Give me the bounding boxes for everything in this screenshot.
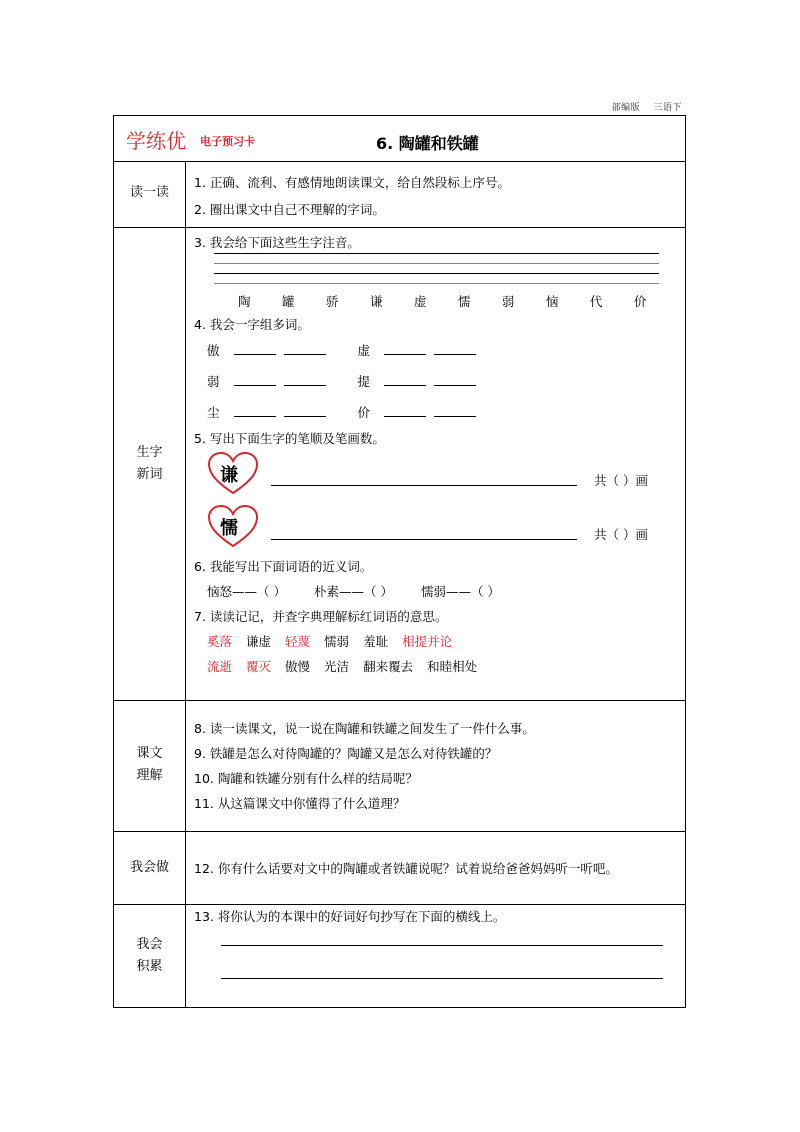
section-label-do: 我会做: [129, 860, 169, 875]
vocab-char: 弱: [501, 294, 515, 309]
question-7: 7. 读读记记，并查字典理解标红词语的意思。: [194, 609, 448, 624]
answer-blank[interactable]: [384, 373, 426, 386]
vocab-char: 懦: [457, 294, 471, 309]
writing-line[interactable]: [221, 945, 663, 946]
word-group-row: [207, 403, 476, 421]
heart-icon: [207, 504, 259, 548]
edition-label: 部编版: [611, 103, 641, 113]
answer-blank[interactable]: [434, 373, 476, 386]
lesson-title: 6. 陶罐和铁罐: [376, 134, 479, 153]
vocab-word: 羞耻: [363, 634, 389, 649]
task-item: 11. 从这篇课文中你懂得了什么道理？: [194, 796, 406, 811]
answer-blank[interactable]: [234, 342, 276, 355]
group-char: 弱: [207, 374, 220, 389]
synonym-item: 懦弱——（ ）: [420, 584, 500, 599]
pinyin-char-row: [238, 292, 674, 310]
group-char: 尘: [207, 405, 220, 420]
synonym-item: 朴素——（ ）: [313, 584, 393, 599]
grade-label: 三语下: [653, 103, 682, 113]
stroke-char: 懦: [220, 518, 238, 539]
preview-card-table: [113, 115, 686, 1008]
question-5: 5. 写出下面生字的笔顺及笔画数。: [194, 431, 385, 446]
divider: [114, 700, 685, 701]
vocab-word: 光洁: [324, 659, 350, 674]
answer-blank[interactable]: [284, 373, 326, 386]
stroke-count: 共（ ）画: [594, 473, 648, 488]
group-char: 傲: [207, 343, 220, 358]
section-label-comprehension: [114, 743, 185, 787]
section-label-accumulate: [114, 934, 185, 978]
column-divider: [185, 161, 186, 1007]
label-line: 新词: [136, 467, 163, 482]
highlighted-word: 覆灭: [246, 659, 272, 674]
stroke-char: 谦: [220, 465, 238, 486]
group-char: 价: [357, 405, 371, 420]
highlighted-word: 流逝: [207, 659, 233, 674]
highlighted-word: 轻蔑: [285, 634, 311, 649]
vocab-word: 谦虚: [246, 634, 272, 649]
word-group-row: [207, 341, 476, 359]
vocab-char: 虚: [413, 294, 427, 309]
group-char: 提: [357, 374, 371, 389]
word-list-row: [207, 632, 466, 650]
label-line: 我会: [136, 937, 163, 952]
label-line: 积累: [136, 959, 163, 974]
answer-blank[interactable]: [234, 404, 276, 417]
pinyin-line[interactable]: [214, 253, 659, 254]
title-row: [114, 116, 685, 161]
writing-line[interactable]: [221, 978, 663, 979]
brand-subtitle: 电子预习卡: [200, 135, 255, 148]
answer-blank[interactable]: [434, 342, 476, 355]
task-item: 12. 你有什么话要对文中的陶罐或者铁罐说呢？试着说给爸爸妈妈听一听吧。: [194, 861, 618, 876]
highlighted-word: 相提并论: [402, 634, 453, 649]
vocab-char: 价: [633, 294, 647, 309]
answer-blank[interactable]: [384, 342, 426, 355]
pinyin-line[interactable]: [214, 273, 659, 274]
section-label-vocab: [114, 442, 185, 486]
vocab-word: 翻来覆去: [363, 659, 414, 674]
label-line: 课文: [136, 746, 163, 761]
task-item: 10. 陶罐和铁罐分别有什么样的结局呢？: [194, 771, 418, 786]
word-list-row: [207, 657, 491, 675]
heart-icon: [207, 451, 259, 495]
vocab-word: 懦弱: [324, 634, 350, 649]
label-line: 生字: [136, 445, 163, 460]
vocab-char: 骄: [325, 294, 339, 309]
brand-logo: 学练优: [126, 129, 186, 153]
pinyin-line: [214, 283, 659, 284]
divider: [114, 227, 685, 228]
answer-blank[interactable]: [384, 404, 426, 417]
divider: [114, 831, 685, 832]
vocab-char: 陶: [238, 294, 251, 309]
synonym-item: 恼怒——（ ）: [207, 584, 286, 599]
synonym-row: [207, 582, 500, 600]
divider: [114, 904, 685, 905]
vocab-char: 代: [589, 294, 603, 309]
question-6: 6. 我能写出下面词语的近义词。: [194, 559, 373, 574]
vocab-word: 傲慢: [285, 659, 311, 674]
label-line: 理解: [136, 768, 163, 783]
vocab-char: 恼: [545, 294, 559, 309]
task-item: 1. 正确、流利、有感情地朗读课文，给自然段标上序号。: [194, 175, 510, 190]
answer-blank[interactable]: [234, 373, 276, 386]
pinyin-line: [214, 263, 659, 264]
task-item: 2. 圈出课文中自己不理解的字词。: [194, 202, 385, 217]
vocab-char: 罐: [281, 294, 295, 309]
question-3: 3. 我会给下面这些生字注音。: [194, 235, 360, 250]
task-item: 8. 读一读课文，说一说在陶罐和铁罐之间发生了一件什么事。: [194, 721, 535, 736]
word-group-row: [207, 372, 476, 390]
divider: [114, 161, 685, 162]
stroke-order-line[interactable]: [271, 539, 577, 540]
stroke-order-line[interactable]: [271, 485, 577, 486]
question-4: 4. 我会一字组多词。: [194, 317, 310, 332]
vocab-char: 谦: [369, 294, 383, 309]
answer-blank[interactable]: [284, 342, 326, 355]
page-header: [602, 100, 682, 113]
group-char: 虚: [357, 343, 371, 358]
stroke-count: 共（ ）画: [594, 527, 648, 542]
highlighted-word: 奚落: [207, 634, 233, 649]
vocab-word: 和睦相处: [427, 659, 478, 674]
answer-blank[interactable]: [284, 404, 326, 417]
answer-blank[interactable]: [434, 404, 476, 417]
task-item: 9. 铁罐是怎么对待陶罐的？陶罐又是怎么对待铁罐的？: [194, 746, 498, 761]
task-item: 13. 将你认为的本课中的好词好句抄写在下面的横线上。: [194, 909, 506, 924]
section-label-read: 读一读: [129, 185, 169, 200]
